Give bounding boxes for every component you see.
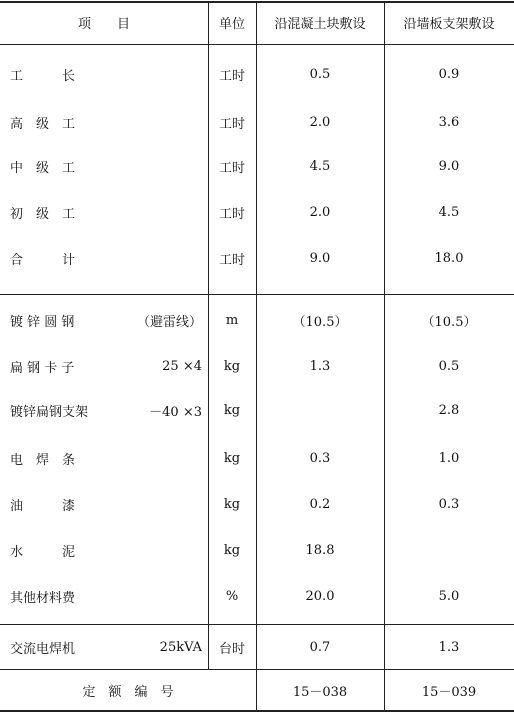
labor-value-col1: 4.5 xyxy=(309,158,331,174)
material-value-col1: 0.2 xyxy=(309,496,331,512)
material-value-col1: 1.3 xyxy=(309,358,331,374)
material-unit: kg xyxy=(223,450,241,466)
labor-value-col1: 2.0 xyxy=(309,114,331,130)
material-unit: kg xyxy=(223,496,241,512)
labor-total-unit: 工时 xyxy=(218,252,245,268)
material-spec: （避雷线） xyxy=(136,314,202,330)
header-divider xyxy=(0,44,514,45)
material-name: 扁 钢 卡 子 xyxy=(10,360,75,376)
machine-spec: 25kVA xyxy=(159,639,202,655)
material-value-col2: 0.5 xyxy=(438,358,460,374)
labor-value-col1: 2.0 xyxy=(309,204,331,220)
material-value-col1: 20.0 xyxy=(305,588,335,604)
material-value-col1 xyxy=(256,392,384,428)
material-value-col2: （10.5） xyxy=(421,314,477,330)
machine-value-col1: 0.7 xyxy=(309,639,331,655)
labor-unit: 工时 xyxy=(218,68,245,84)
header-col2: 沿墙板支架敷设 xyxy=(403,17,495,32)
labor-unit: 工时 xyxy=(218,160,245,176)
labor-divider xyxy=(0,294,514,295)
labor-value-col1: 0.5 xyxy=(309,66,331,82)
quota-number-label: 定 额 编 号 xyxy=(82,684,174,700)
material-unit: % xyxy=(225,588,239,604)
labor-unit: 工时 xyxy=(218,206,245,222)
labor-total-col1: 9.0 xyxy=(309,250,331,266)
quota-number-col1: 15－038 xyxy=(292,684,348,700)
material-value-col1: （10.5） xyxy=(292,314,348,330)
machine-value-col2: 1.3 xyxy=(438,639,460,655)
material-value-col2: 1.0 xyxy=(438,450,460,466)
labor-total-col2: 18.0 xyxy=(434,250,464,266)
labor-value-col2: 9.0 xyxy=(438,158,460,174)
material-value-col2 xyxy=(384,532,514,568)
material-unit: m xyxy=(225,312,239,328)
quota-number-col2: 15－039 xyxy=(421,684,477,700)
machine-unit: 台时 xyxy=(218,641,245,657)
material-value-col1: 0.3 xyxy=(309,450,331,466)
material-unit: kg xyxy=(223,358,241,374)
labor-total-name: 合 计 xyxy=(10,252,76,268)
labor-name: 工 长 xyxy=(10,68,76,84)
material-divider xyxy=(0,624,514,625)
material-value-col2: 2.8 xyxy=(438,402,460,418)
labor-value-col2: 0.9 xyxy=(438,66,460,82)
labor-name: 中 级 工 xyxy=(10,160,76,176)
table-bottom-rule xyxy=(0,710,514,712)
material-name: 电 焊 条 xyxy=(10,452,76,468)
material-name: 油 漆 xyxy=(10,498,76,514)
material-unit: kg xyxy=(223,402,241,418)
material-name: 镀锌扁钢支架 xyxy=(10,404,89,420)
material-value-col2: 5.0 xyxy=(438,588,460,604)
material-name: 其他材料费 xyxy=(10,590,76,606)
labor-name: 高 级 工 xyxy=(10,116,76,132)
material-spec: 25 ×4 xyxy=(162,358,202,374)
labor-value-col2: 3.6 xyxy=(438,114,460,130)
material-name: 水 泥 xyxy=(10,544,76,560)
header-item: 项 目 xyxy=(77,17,130,32)
material-name: 镀 锌 圆 钢 xyxy=(10,314,75,330)
header-col1: 沿混凝土块敷设 xyxy=(274,17,366,32)
machine-name: 交流电焊机 xyxy=(10,641,76,657)
labor-name: 初 级 工 xyxy=(10,206,76,222)
labor-unit: 工时 xyxy=(218,116,245,132)
material-spec: －40 ×3 xyxy=(149,404,202,420)
header-unit: 单位 xyxy=(218,17,245,32)
labor-value-col2: 4.5 xyxy=(438,204,460,220)
material-value-col1: 18.8 xyxy=(305,542,335,558)
material-value-col2: 0.3 xyxy=(438,496,460,512)
material-unit: kg xyxy=(223,542,241,558)
